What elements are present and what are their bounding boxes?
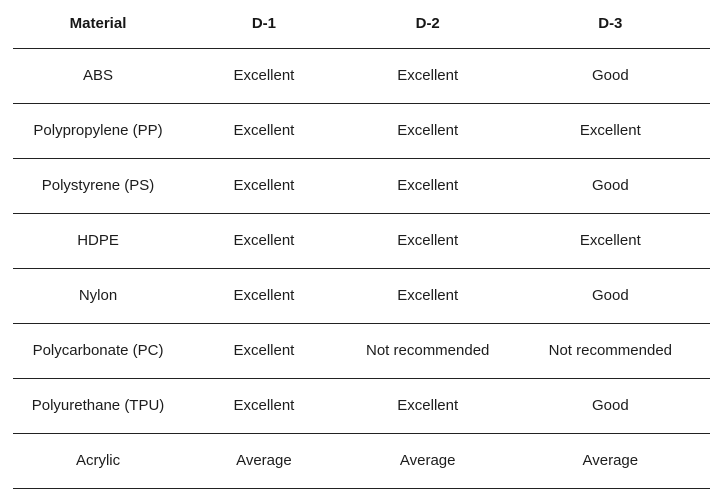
material-cell: Acrylic: [75, 452, 121, 469]
table-header: [13, 0, 710, 48]
table-row: [13, 103, 710, 158]
rating-cell-d1: Excellent: [233, 177, 295, 194]
table-row: [13, 213, 710, 268]
material-cell: Polystyrene (PS): [41, 177, 155, 194]
rating-cell-d2: Excellent: [397, 67, 459, 84]
rating-cell-d3: Good: [591, 177, 629, 194]
rating-cell-d1: Excellent: [233, 67, 295, 84]
rating-cell-d1: Excellent: [233, 342, 295, 359]
rating-cell-d2: Excellent: [397, 232, 459, 249]
column-header-d3: D-3: [598, 15, 623, 33]
material-cell: ABS: [83, 67, 114, 84]
table-row: [13, 48, 710, 103]
table-row: [13, 433, 710, 488]
material-cell: Polypropylene (PP): [33, 122, 163, 139]
table-row: [13, 323, 710, 378]
rating-cell-d2: Excellent: [397, 287, 459, 304]
rating-cell-d1: Excellent: [233, 287, 295, 304]
rating-cell-d3: Excellent: [579, 232, 641, 249]
rating-cell-d2: Excellent: [397, 397, 459, 414]
rating-cell-d1: Average: [236, 452, 292, 469]
table-body: [13, 48, 710, 488]
rating-cell-d2: Excellent: [397, 122, 459, 139]
rating-cell-d3: Not recommended: [548, 342, 673, 359]
rating-cell-d2: Not recommended: [366, 342, 490, 359]
rating-cell-d3: Good: [591, 67, 629, 84]
column-header-d2: D-2: [415, 15, 440, 33]
material-compatibility-table: [13, 0, 710, 489]
material-cell: Polyurethane (TPU): [31, 397, 165, 414]
column-header-d1: D-1: [251, 15, 276, 33]
material-cell: HDPE: [77, 232, 119, 249]
header-row: [13, 0, 710, 48]
table-row: [13, 158, 710, 213]
rating-cell-d3: Excellent: [579, 122, 641, 139]
column-header-material: Material: [69, 15, 127, 33]
rating-cell-d3: Average: [582, 452, 639, 469]
rating-cell-d1: Excellent: [233, 397, 295, 414]
rating-cell-d3: Good: [591, 397, 629, 414]
material-cell: Nylon: [78, 287, 118, 304]
table-row: [13, 378, 710, 433]
material-cell: Polycarbonate (PC): [32, 342, 164, 359]
rating-cell-d1: Excellent: [233, 232, 295, 249]
rating-cell-d2: Excellent: [397, 177, 459, 194]
rating-cell-d3: Good: [591, 287, 629, 304]
rating-cell-d1: Excellent: [233, 122, 295, 139]
table-row: [13, 268, 710, 323]
rating-cell-d2: Average: [399, 452, 456, 469]
